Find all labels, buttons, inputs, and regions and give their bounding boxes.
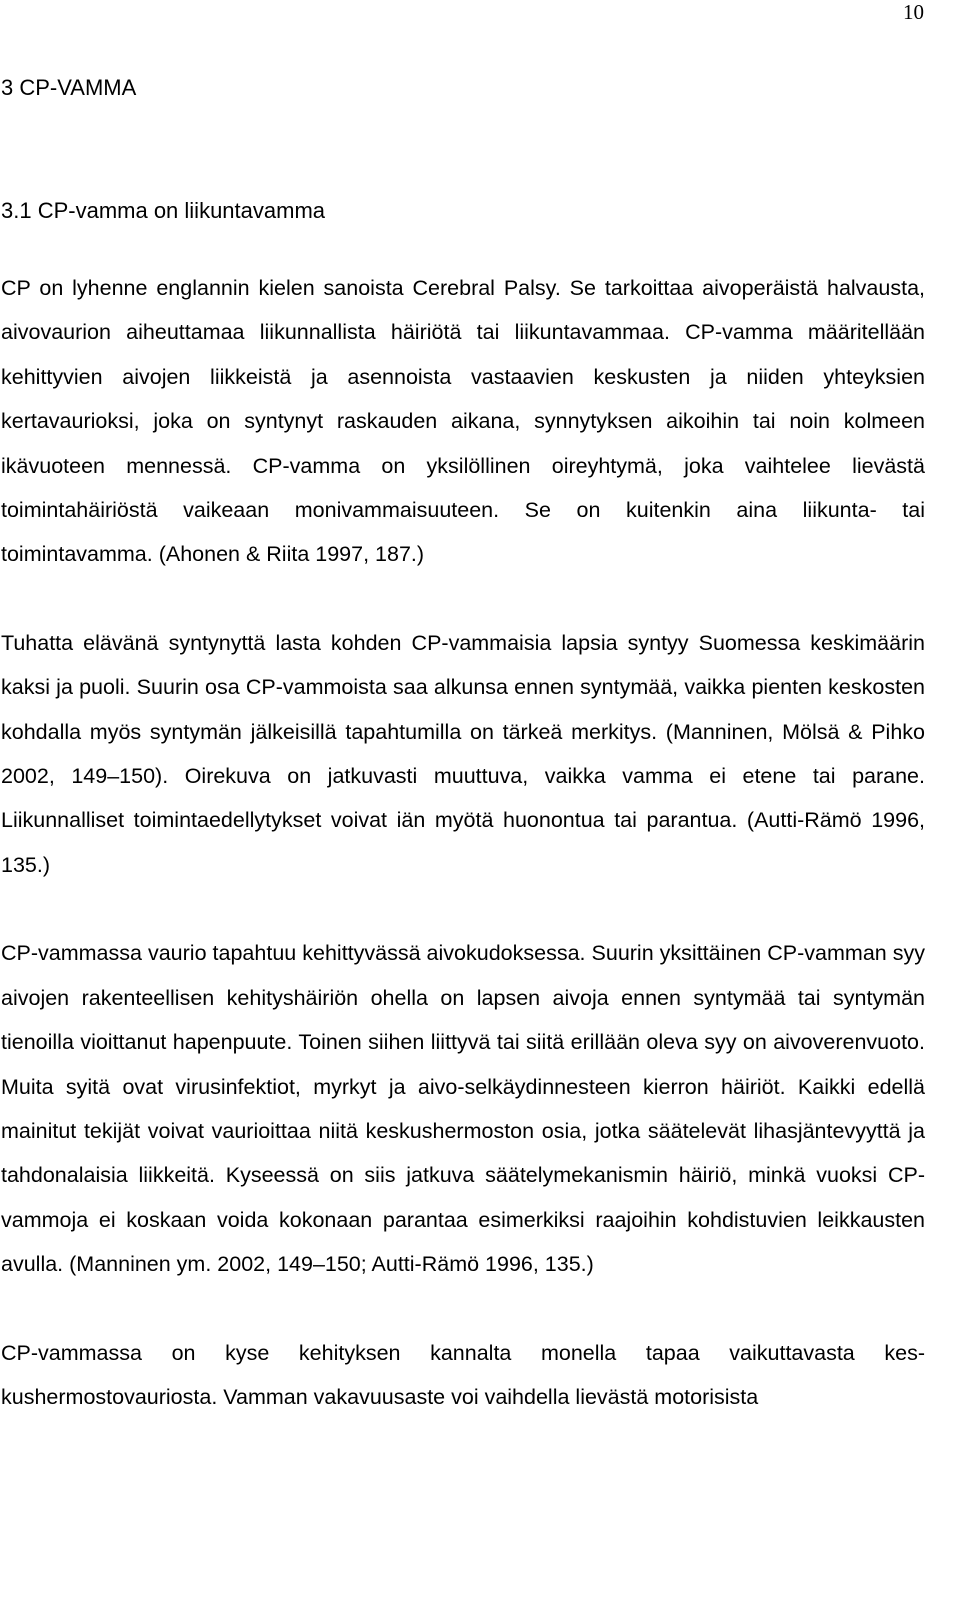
paragraph-severity: CP-vammassa on kyse kehityksen kannalta monella tapaa vaikuttavasta keskushermostovauriosta. Vamman vakavuusaste voi vaihdella lievästä motorisista [1,1340,925,1409]
document-body [1,66,925,1463]
page-number: 10 [903,0,924,24]
section-heading: 3.1 CP-vamma on liikuntavamma [1,198,326,223]
chapter-heading: 3 CP-VAMMA [1,75,137,100]
paragraph-causes: CP-vammassa vaurio tapahtuu kehittyvässä aivokudoksessa. Suurin yksittäinen CP-vamman syy aivojen rakenteellisen kehityshäiriön ohella on lapsen aivoja ennen syntymää tai syntymän tienoilla vioittanut hapenpuute. Toinen siihen liittyvä tai siitä erillään oleva syy on aivoverenvuoto. Muita syitä ovat virusinfektiot, myrkyt ja aivo-selkäydinnesteen kierron häiriöt. Kaikki edellä mainitut tekijät voivat vaurioittaa niitä keskushermoston osia, jotka säätelevät lihasjäntevyyttä ja tahdonalaisia liikkeitä. Kyseessä on siis jatkuva säätelymekanismin häiriö, minkä vuoksi CP-vammoja ei koskaan voida kokonaan parantaa esimerkiksi raajoihin kohdistuvien leikkausten avulla. (Manninen ym. 2002, 149–150; Autti-Rämö 1996, 135.) [1,941,925,1277]
paragraph-incidence: Tuhatta elävänä syntynyttä lasta kohden CP-vammaisia lapsia syntyy Suomessa keskimäärin kaksi ja puoli. Suurin osa CP-vammoista saa alkunsa ennen syntymää, vaikka pienten keskosten kohdalla myös syntymän jälkeisillä tapahtumilla on tärkeä merkitys. (Manninen, Mölsä & Pihko 2002, 149–150). Oirekuva on jatkuvasti muuttuva, vaikka vamma ei etene tai parane. Liikunnalliset toimintaedellytykset voivat iän myötä huonontua tai parantua. (Autti-Rämö 1996, 135.) [1,630,925,877]
paragraph-definition: CP on lyhenne englannin kielen sanoista Cerebral Palsy. Se tarkoittaa aivoperäistä halvausta, aivovaurion aiheuttamaa liikunnallista häiriötä tai liikuntavammaa. CP-vamma määritellään kehittyvien aivojen liikkeistä ja asennoista vastaavien keskusten ja niiden yhteyksien kertavaurioksi, joka on syntynyt raskauden aikana, synnytyksen aikoihin tai noin kolmeen ikävuoteen mennessä. CP-vamma on yksilöllinen oireyhtymä, joka vaihtelee lievästä toimintahäiriöstä vaikeaan monivammaisuuteen. Se on kuitenkin aina liikunta- tai toimintavamma. (Ahonen & Riita 1997, 187.) [1,276,925,567]
